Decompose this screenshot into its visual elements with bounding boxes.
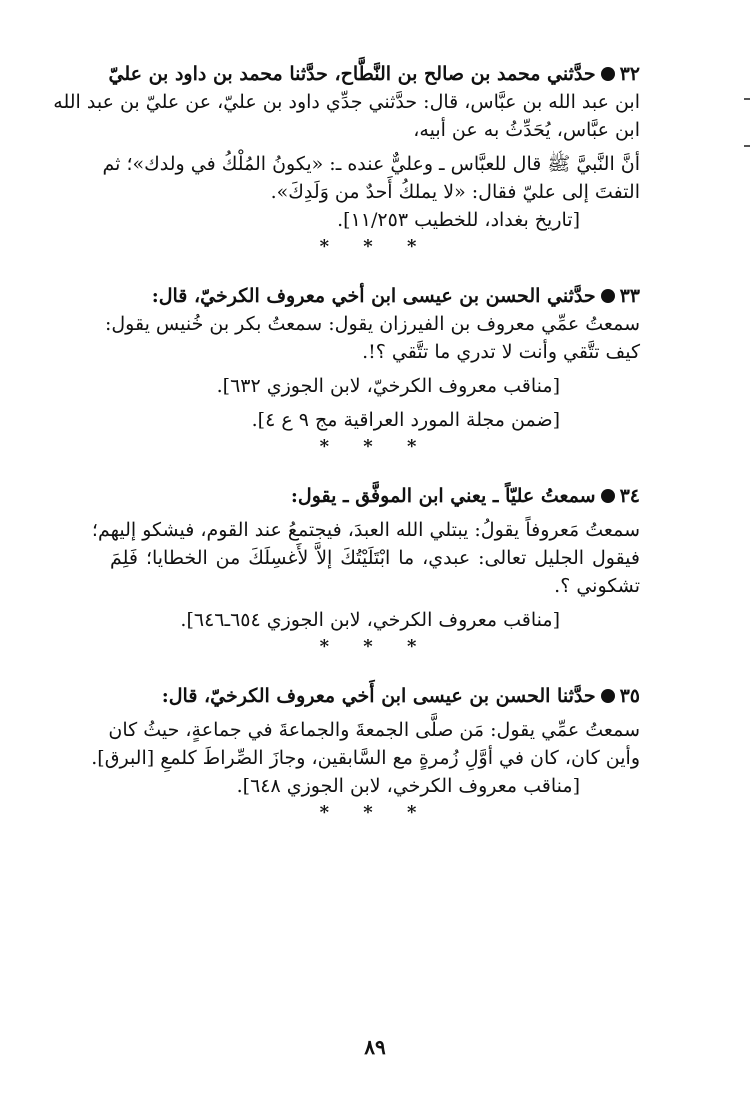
source-citation: [ضمن مجلة المورد العراقية مج ٩ ع ٤]. [251,409,560,431]
entry-line: سمعتُ عليّاً ـ يعني ابن الموفَّق ـ يقول: [290,485,596,507]
entry-line: فيقول الجليل تعالى: عبدي، ما ابْتَلَيْتُكَ إلاَّ لأَغسِلَكَ من الخطايا؛ فَلِمَ [110,547,640,569]
entry-35 [91,682,640,826]
entry-line: ابن عبد الله بن عبَّاس، قال: حدَّثني جدِّي داود بن عليّ، عن عليّ بن عبد الله [53,91,640,113]
entry-line: أنَّ النَّبيَّ ﷺ قال للعبَّاس ـ وعليٌّ عنده ـ: «يكونُ المُلْكُ في ولدك»؛ ثم [102,153,640,175]
bullet-icon [601,489,615,503]
page-number: ٨٩ [364,1035,386,1059]
source-citation: [مناقب معروف الكرخيّ، لابن الجوزي ٦٣٢]. [216,375,560,397]
entry-number: ٣٤ [619,485,640,507]
entry-number: ٣٣ [619,285,640,307]
page-content [53,60,640,826]
page-edge-mark [744,98,750,100]
entry-heading [110,282,640,310]
source-citation: [تاريخ بغداد، للخطيب ١١/٢٥٣]. [337,209,580,231]
section-separator: * * * [319,436,431,457]
entry-heading [110,482,640,510]
section-separator: * * * [319,236,431,257]
entry-34 [91,482,640,660]
entry-number: ٣٢ [619,63,640,85]
section-separator: * * * [319,802,431,823]
bullet-icon [601,689,615,703]
source-citation: [مناقب معروف الكرخي، لابن الجوزي ٦٤٨]. [236,775,580,797]
bullet-icon [601,289,615,303]
bullet-icon [601,67,615,81]
entry-line: حدَّثني محمد بن صالح بن النَّطَّاح، حدَّثنا محمد بن داود بن عليّ [108,63,596,85]
entry-line: تشكوني ؟. [554,575,640,597]
section-separator: * * * [319,636,431,657]
entry-line: ابن عبَّاس، يُحَدِّثُ به عن أبيه، [413,119,640,141]
entry-heading [110,682,640,710]
entry-line: سمعتُ عمِّي معروف بن الفيرزان يقول: سمعتُ بكر بن خُنيس يقول: [104,313,640,335]
source-citation: [مناقب معروف الكرخي، لابن الجوزي ٦٥٤ـ٦٤٦]. [180,609,560,631]
entry-line: حدَّثني الحسن بن عيسى ابن أخي معروف الكرخيّ، قال: [151,285,596,307]
page-edge-mark [744,145,750,147]
entry-line: حدَّثنا الحسن بن عيسى ابن أَخي معروف الكرخيّ، قال: [161,685,596,707]
entry-line: التفتَ إلى عليّ فقال: «لا يملكُ أَحدٌ من وَلَدِكَ». [270,181,640,203]
entry-line: كيف تتَّقي وأنت لا تدري ما تتَّقي ؟!. [362,341,640,363]
entry-heading [110,60,640,88]
entry-line: وأين كان، كان في أوَّلِ زُمرةٍ مع السَّابقين، وجازَ الصِّراطَ كلمعِ [البرق]. [91,747,640,769]
entry-number: ٣٥ [619,685,640,707]
entry-32 [53,60,640,260]
entry-line: سمعتُ مَعروفاً يقولُ: يبتلي الله العبدَ، فيجتمعُ عند القوم، فيشكو إليهم؛ [91,519,640,541]
entry-33 [104,282,640,460]
entry-line: سمعتُ عمِّي يقول: مَن صلَّى الجمعةَ والجماعةَ في جماعةٍ، حيثُ كان [108,719,640,741]
